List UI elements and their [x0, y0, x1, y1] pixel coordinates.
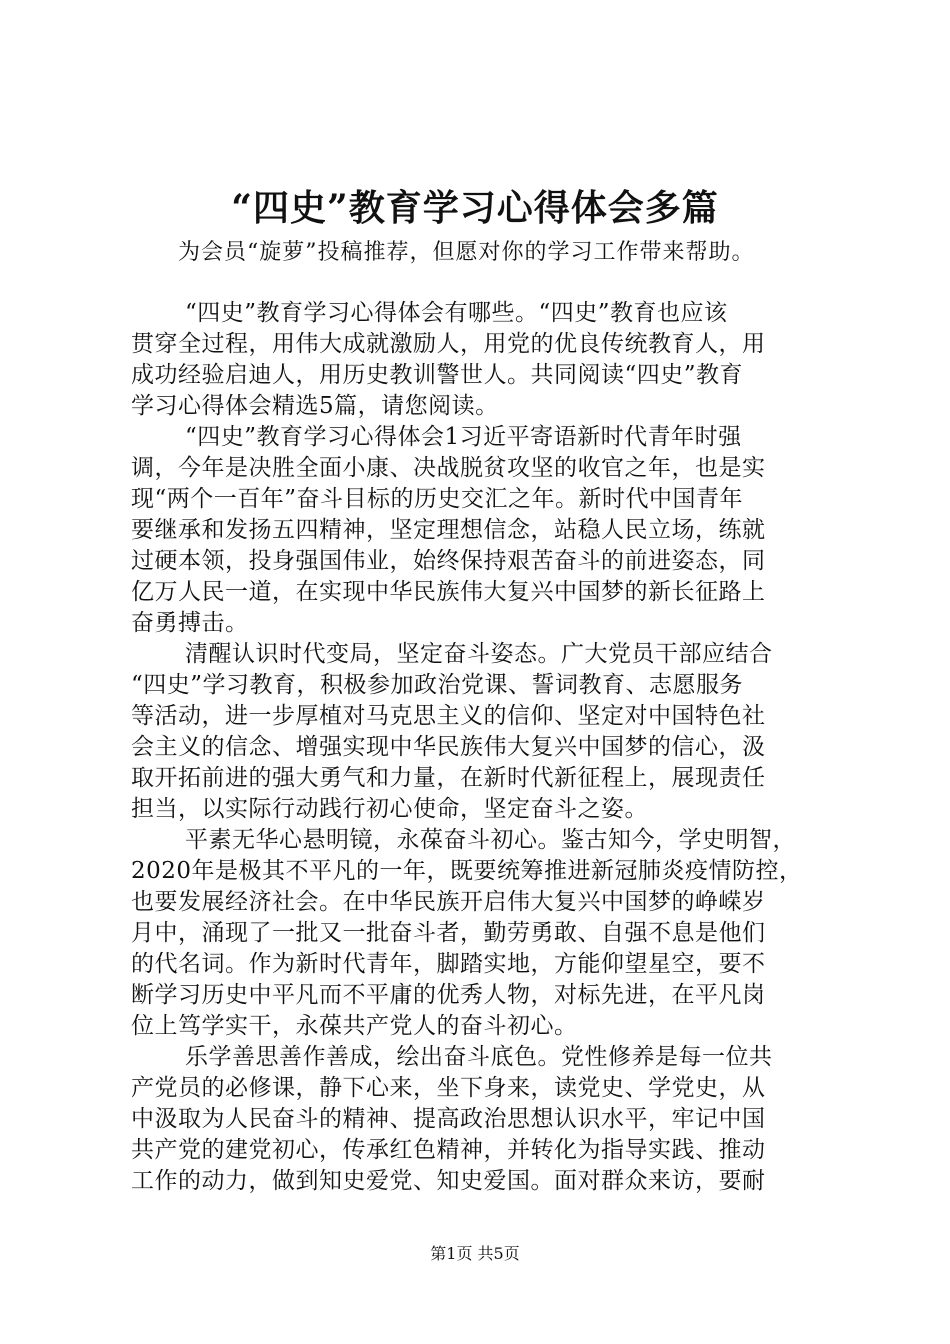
- text-line: 月中，涌现了一批又一批奋斗者，勤劳勇敢、自强不息是他们: [131, 920, 766, 946]
- text-line: “四史”教育学习心得体会1习近平寄语新时代青年时强: [185, 424, 742, 450]
- text-line: “四史”教育学习心得体会有哪些。“四史”教育也应该: [185, 300, 728, 326]
- text-line: 2020年是极其不平凡的一年，既要统筹推进新冠肺炎疫情防控，: [131, 858, 803, 884]
- text-line: 产党员的必修课，静下心来，坐下身来，读党史、学党史，从: [131, 1075, 766, 1101]
- text-line: 现“两个一百年”奋斗目标的历史交汇之年。新时代中国青年: [131, 486, 744, 512]
- text-line: 学习心得体会精选5篇，请您阅读。: [131, 393, 499, 419]
- text-line: 过硬本领，投身强国伟业，始终保持艰苦奋斗的前进姿态，同: [131, 548, 766, 574]
- text-line: 工作的动力，做到知史爱党、知史爱国。面对群众来访，要耐: [131, 1168, 766, 1194]
- text-line: 等活动，进一步厚植对马克思主义的信仰、坚定对中国特色社: [131, 703, 766, 729]
- text-line: 断学习历史中平凡而不平庸的优秀人物，对标先进，在平凡岗: [131, 982, 766, 1008]
- text-line: 要继承和发扬五四精神，坚定理想信念，站稳人民立场，练就: [131, 517, 766, 543]
- text-line: 取开拓前进的强大勇气和力量，在新时代新征程上，展现责任: [131, 765, 766, 791]
- text-line: 会主义的信念、增强实现中华民族伟大复兴中国梦的信心，汲: [131, 734, 766, 760]
- text-line: 的代名词。作为新时代青年，脚踏实地，方能仰望星空，要不: [131, 951, 766, 977]
- text-line: 调，今年是决胜全面小康、决战脱贫攻坚的收官之年，也是实: [131, 455, 766, 481]
- page-footer: 第1页 共5页: [430, 1244, 520, 1263]
- document-subtitle: 为会员“旋萝”投稿推荐，但愿对你的学习工作带来帮助。: [178, 240, 755, 265]
- text-line: 平素无华心悬明镜，永葆奋斗初心。鉴古知今，学史明智，: [185, 827, 796, 853]
- text-line: 担当，以实际行动践行初心使命，坚定奋斗之姿。: [131, 796, 648, 822]
- text-line: 贯穿全过程，用伟大成就激励人，用党的优良传统教育人，用: [131, 331, 766, 357]
- text-line: 成功经验启迪人，用历史教训警世人。共同阅读“四史”教育: [131, 362, 744, 388]
- text-line: 亿万人民一道，在实现中华民族伟大复兴中国梦的新长征路上: [131, 579, 766, 605]
- text-line: 乐学善思善作善成，绘出奋斗底色。党性修养是每一位共: [185, 1044, 773, 1070]
- document-body: [131, 298, 827, 1197]
- text-line: 清醒认识时代变局，坚定奋斗姿态。广大党员干部应结合: [185, 641, 773, 667]
- text-line: 中汲取为人民奋斗的精神、提高政治思想认识水平，牢记中国: [131, 1106, 766, 1132]
- text-line: 共产党的建党初心，传承红色精神，并转化为指导实践、推动: [131, 1137, 766, 1163]
- text-line: 也要发展经济社会。在中华民族开启伟大复兴中国梦的峥嵘岁: [131, 889, 766, 915]
- text-line: 位上笃学实干，永葆共产党人的奋斗初心。: [131, 1013, 578, 1039]
- text-line: “四史”学习教育，积极参加政治党课、誓词教育、志愿服务: [131, 672, 744, 698]
- document-title: “四史”教育学习心得体会多篇: [231, 187, 719, 229]
- text-line: 奋勇搏击。: [131, 610, 249, 636]
